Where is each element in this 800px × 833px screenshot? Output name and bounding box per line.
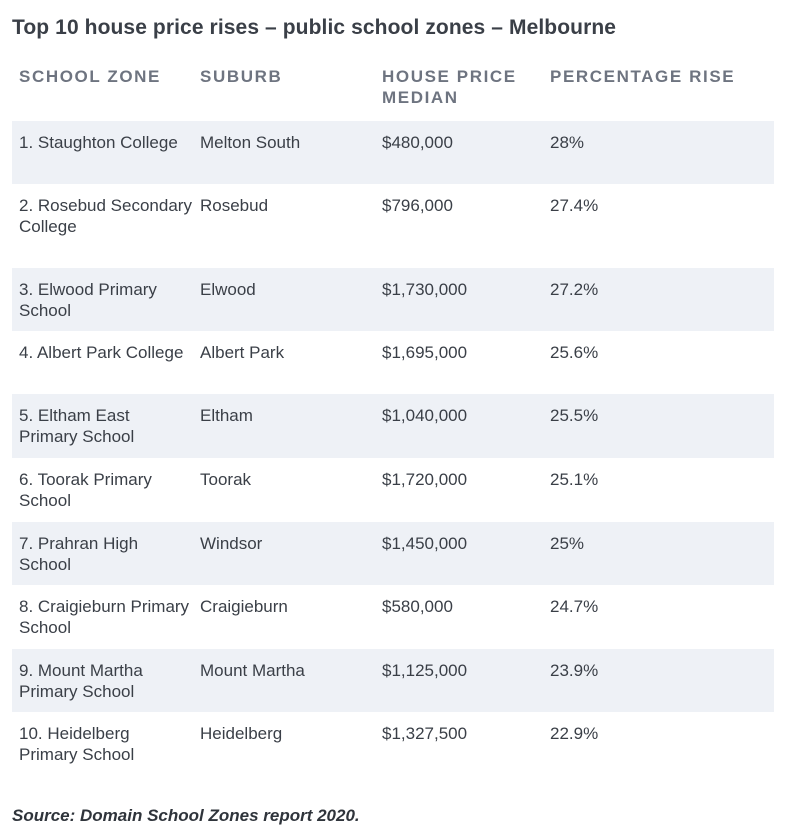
- table-row: [12, 522, 774, 585]
- cell-house-price-median: $1,730,000: [382, 280, 468, 299]
- table-row: [12, 712, 774, 776]
- cell-house-price-median: $1,040,000: [382, 406, 468, 425]
- cell-suburb: Toorak: [200, 470, 252, 489]
- cell-school-zone: 4. Albert Park College: [19, 343, 184, 362]
- cell-house-price-median: $1,125,000: [382, 661, 468, 680]
- cell-school-zone: 9. Mount Martha Primary School: [19, 661, 143, 701]
- cell-school-zone: 7. Prahran High School: [19, 534, 139, 574]
- cell-school-zone: 2. Rosebud Secondary College: [19, 196, 192, 236]
- cell-percentage-rise: 27.2%: [550, 280, 599, 299]
- table-header-row: [12, 66, 774, 121]
- header-percentage-rise: PERCENTAGE RISE: [550, 67, 736, 86]
- table-body: [12, 121, 774, 776]
- cell-suburb: Heidelberg: [200, 724, 283, 743]
- cell-suburb: Albert Park: [200, 343, 285, 362]
- cell-school-zone: 5. Eltham East Primary School: [19, 406, 135, 446]
- cell-school-zone: 6. Toorak Primary School: [19, 470, 152, 510]
- cell-school-zone: 10. Heidelberg Primary School: [19, 724, 135, 764]
- table-row: [12, 585, 774, 649]
- cell-house-price-median: $1,720,000: [382, 470, 468, 489]
- cell-suburb: Elwood: [200, 280, 256, 299]
- header-school-zone: SCHOOL ZONE: [19, 67, 161, 86]
- cell-house-price-median: $480,000: [382, 133, 453, 152]
- cell-percentage-rise: 24.7%: [550, 597, 599, 616]
- cell-suburb: Craigieburn: [200, 597, 288, 616]
- table-row: [12, 649, 774, 712]
- cell-suburb: Melton South: [200, 133, 301, 152]
- cell-house-price-median: $796,000: [382, 196, 453, 215]
- table-row: [12, 458, 774, 522]
- table-row: [12, 268, 774, 331]
- cell-suburb: Mount Martha: [200, 661, 305, 680]
- chart-title: Top 10 house price rises – public school zones – Melbourne: [12, 16, 617, 39]
- cell-school-zone: 3. Elwood Primary School: [19, 280, 157, 320]
- price-rise-table: [12, 66, 774, 776]
- cell-school-zone: 8. Craigieburn Primary School: [19, 597, 190, 637]
- cell-suburb: Windsor: [200, 534, 263, 553]
- table-row: [12, 184, 774, 268]
- cell-percentage-rise: 25%: [550, 534, 585, 553]
- header-suburb: SUBURB: [200, 67, 283, 86]
- cell-percentage-rise: 25.6%: [550, 343, 599, 362]
- cell-house-price-median: $1,450,000: [382, 534, 468, 553]
- cell-house-price-median: $1,327,500: [382, 724, 468, 743]
- table-row: [12, 394, 774, 458]
- table-row: [12, 331, 774, 394]
- cell-percentage-rise: 27.4%: [550, 196, 599, 215]
- cell-percentage-rise: 22.9%: [550, 724, 599, 743]
- cell-percentage-rise: 23.9%: [550, 661, 599, 680]
- cell-house-price-median: $580,000: [382, 597, 453, 616]
- source-note: Source: Domain School Zones report 2020.: [12, 806, 360, 825]
- cell-suburb: Rosebud: [200, 196, 269, 215]
- header-house-price-median: HOUSE PRICE MEDIAN: [382, 67, 517, 107]
- cell-school-zone: 1. Staughton College: [19, 133, 178, 152]
- cell-percentage-rise: 25.5%: [550, 406, 599, 425]
- cell-percentage-rise: 25.1%: [550, 470, 599, 489]
- table-row: [12, 121, 774, 184]
- cell-house-price-median: $1,695,000: [382, 343, 468, 362]
- cell-suburb: Eltham: [200, 406, 253, 425]
- cell-percentage-rise: 28%: [550, 133, 585, 152]
